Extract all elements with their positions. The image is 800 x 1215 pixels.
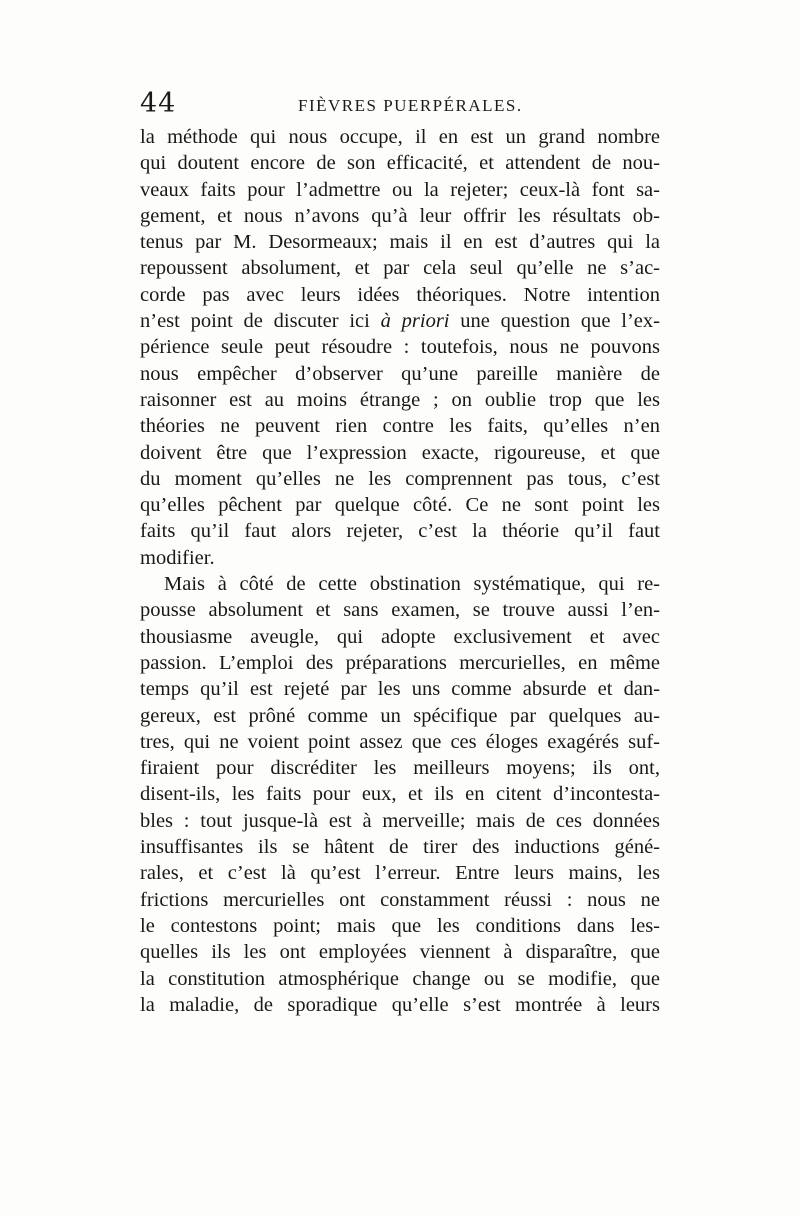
text-line: corde pas avec leurs idées théoriques. Notre intention	[140, 283, 660, 306]
text-line: nous empêcher d’observer qu’une pareille manière de	[140, 362, 660, 385]
text-segment: n’est point de discuter ici	[140, 310, 370, 333]
text-line: frictions mercurielles ont constamment réussi : nous ne	[140, 888, 660, 911]
text-segment: une question que l’ex-	[449, 310, 660, 333]
text-line: gement, et nous n’avons qu’à leur offrir les résultats ob-	[140, 204, 660, 227]
page-header	[140, 88, 660, 124]
text-line: repoussent absolument, et par cela seul qu’elle ne s’ac-	[140, 257, 660, 280]
text-line: pousse absolument et sans examen, se trouve aussi l’en-	[140, 599, 660, 622]
text-line: disent-ils, les faits pour eux, et ils en citent d’incontesta-	[140, 783, 660, 806]
text-line: raisonner est au moins étrange ; on oublie trop que les	[140, 388, 660, 411]
text-line: la maladie, de sporadique qu’elle s’est montrée à leurs	[140, 993, 660, 1016]
text-line: la constitution atmosphérique change ou se modifie, que	[140, 967, 660, 990]
text-line: théories ne peuvent rien contre les faits, qu’elles n’en	[140, 415, 660, 438]
text-line: qu’elles pêchent par quelque côté. Ce ne sont point les	[140, 494, 660, 517]
text-line: Mais à côté de cette obstination systématique, qui re-	[164, 573, 660, 596]
page-number: 44	[140, 88, 177, 119]
text-line: modifier.	[140, 546, 215, 569]
text-line: temps qu’il est rejeté par les uns comme absurde et dan-	[140, 678, 660, 701]
text-line: bles : tout jusque-là est à merveille; mais de ces données	[140, 809, 660, 832]
text-line: la méthode qui nous occupe, il en est un grand nombre	[140, 126, 660, 148]
text-line: faits qu’il faut alors rejeter, c’est la théorie qu’il faut	[140, 520, 660, 543]
paragraph-1	[140, 124, 660, 571]
body-text	[140, 124, 660, 1018]
text-line: du moment qu’elles ne les comprennent pas tous, c’est	[140, 467, 660, 490]
running-title: FIÈVRES PUERPÉRALES.	[298, 96, 523, 115]
text-line: rales, et c’est là qu’est l’erreur. Entre leurs mains, les	[140, 862, 660, 885]
text-line: doivent être que l’expression exacte, rigoureuse, et que	[140, 441, 660, 464]
text-line: qui doutent encore de son efficacité, et attendent de nou-	[140, 152, 660, 175]
paragraph-2	[140, 571, 660, 1018]
text-line-with-italic	[140, 308, 660, 334]
text-line: thousiasme aveugle, qui adopte exclusivement et avec	[140, 625, 660, 648]
text-line: gereux, est prôné comme un spécifique par quelques au-	[140, 704, 660, 727]
text-line: périence seule peut résoudre : toutefois, nous ne pouvons	[140, 336, 660, 359]
text-line: veaux faits pour l’admettre ou la rejeter; ceux-là font sa-	[140, 178, 660, 201]
text-line: quelles ils les ont employées viennent à disparaître, que	[140, 941, 660, 964]
text-line: firaient pour discréditer les meilleurs moyens; ils ont,	[140, 757, 660, 780]
text-line: le contestons point; mais que les conditions dans les-	[140, 914, 660, 937]
italic-phrase: à priori	[380, 310, 450, 333]
text-line: tres, qui ne voient point assez que ces éloges exagérés suf-	[140, 730, 660, 753]
text-line: tenus par M. Desormeaux; mais il en est d’autres qui la	[140, 231, 660, 254]
text-line: passion. L’emploi des préparations mercurielles, en même	[140, 651, 660, 674]
text-line: insuffisantes ils se hâtent de tirer des inductions géné-	[140, 836, 660, 859]
